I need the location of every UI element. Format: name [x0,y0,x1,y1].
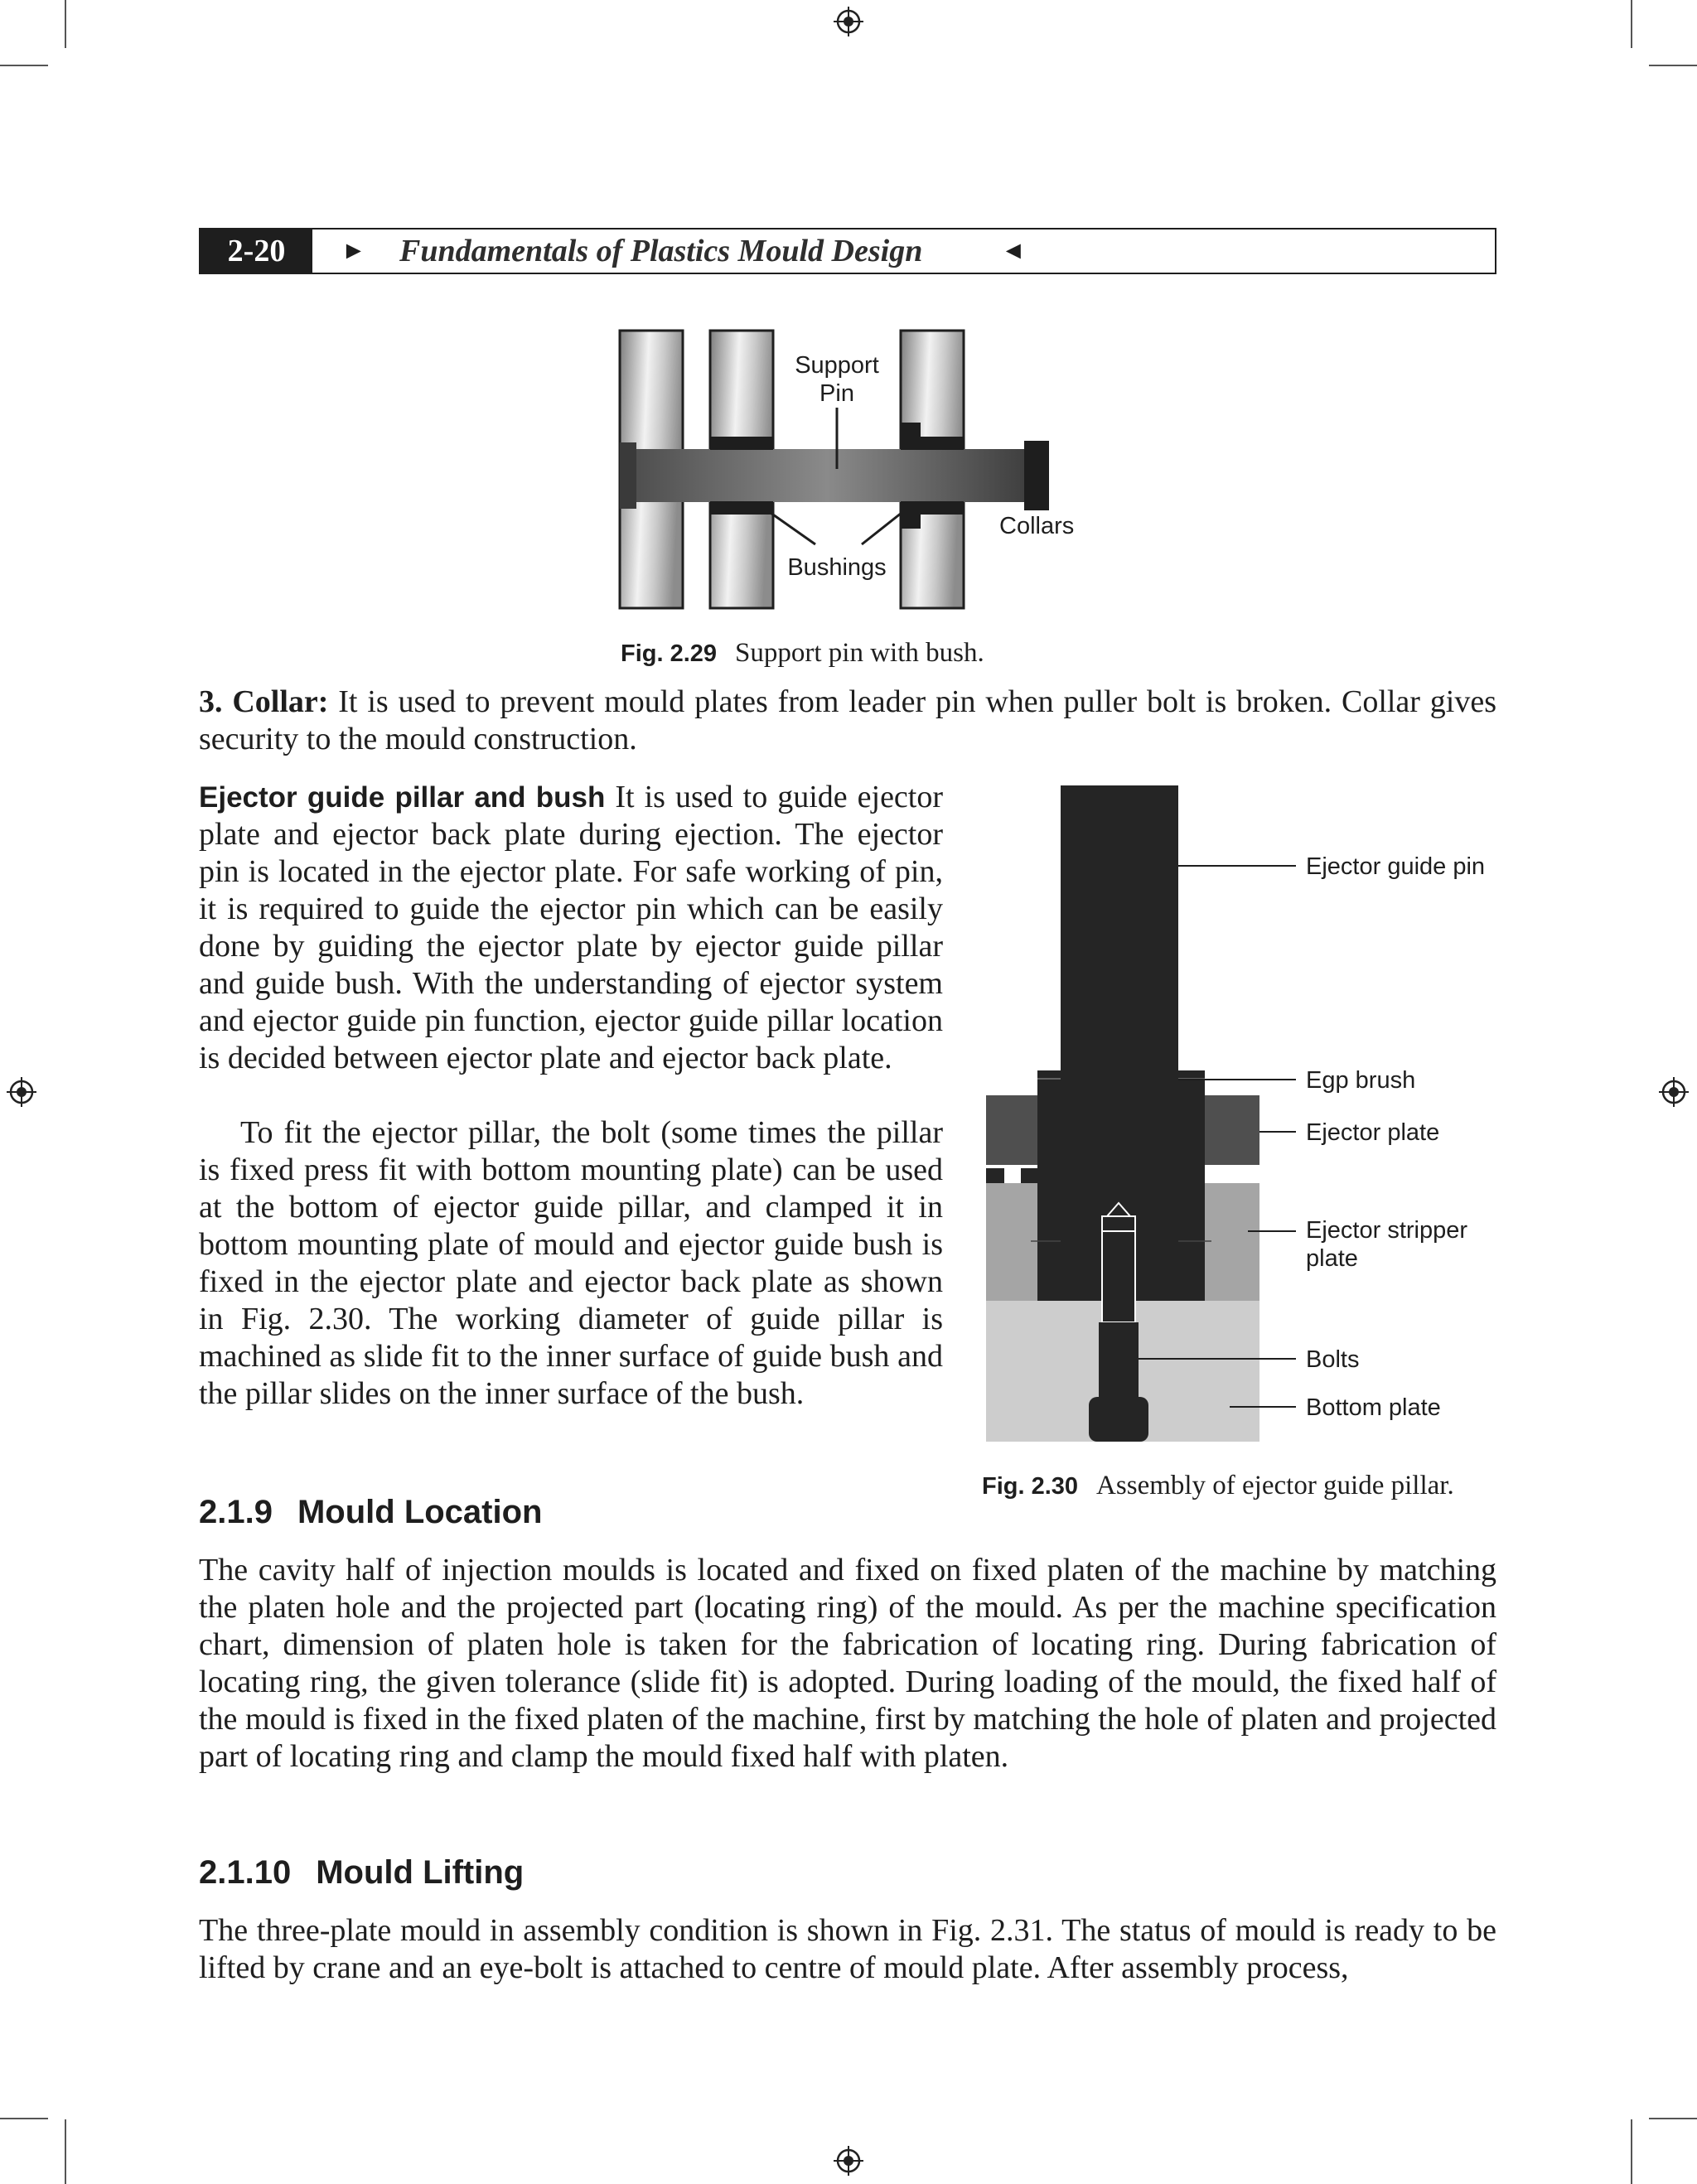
label-ejector-guide-pin: Ejector guide pin [1306,853,1486,880]
crop-mark-icon [1631,0,1632,48]
ejector-plate-left [986,1095,1037,1165]
support-pin-shaft [620,449,1034,502]
crop-mark-icon [65,2119,66,2184]
crop-mark-icon [0,65,48,66]
section-title: Mould Lifting [316,1854,525,1891]
ejector-plate-gap [1021,1168,1037,1183]
figure-2-29-caption [621,638,984,669]
collar [1024,441,1049,510]
collar-lead: 3. Collar: [199,684,329,719]
bushing-flange [901,512,921,529]
mould-location-text: The cavity half of injection moulds is located and fixed on fixed platen of the machine by matching the platen hole and the projected part (locating ring) of the mould. As per the machine specification chart, dimension of platen hole is taken for the fabrication of locating ring. During fabrication of locating ring, the given tolerance (slide fit) is adopted. During loading of the mould, the fixed half of the mould is fixed in the fixed platen of the machine, first by matching the hole of platen and projected part of locating ring and clamp the mould fixed half with platen. [199,1553,1496,1774]
figure-2-30-caption [982,1471,1454,1501]
mould-lifting-text: The three-plate mould in assembly condition is shown in Fig. 2.31. The status of mould is ready to be lifted by crane and an eye-bolt is attached to centre of mould plate. After assembly process, [199,1913,1496,1985]
section-heading-mould-lifting [199,1854,524,1892]
label-pin: Pin [819,380,854,407]
bushing-flange [901,423,921,439]
egp-bush-right [1178,1070,1205,1301]
section-number: 2.1.9 [199,1494,273,1530]
ejector-text-2: To fit the ejector pillar, the bolt (some times the pillar is fixed press fit with bottom mounting plate) can be used at the bottom of ejector guide pillar, and clamped it in bottom mounting plate of mould and ejector guide bush is fixed in the ejector plate and ejector back plate as shown in Fig. 2.30. The working diameter of guide pillar is machined as slide fit to the inner surface of guide bush and the pillar slides on the inner surface of the bush. [199,1115,943,1411]
figure-2-29-support-pin [613,326,1077,616]
label-ejector-stripper: Ejector stripper [1306,1217,1468,1244]
running-header [199,228,1496,274]
figure-number: Fig. 2.30 [982,1473,1079,1500]
ejector-lead: Ejector guide pillar and bush [199,781,606,814]
book-title: Fundamentals of Plastics Mould Design [399,234,923,268]
collar-text: It is used to prevent mould plates from leader pin when puller bolt is broken. Collar gives security to the mould construction. [199,684,1497,756]
label-egp-brush: Egp brush [1306,1067,1416,1094]
figure-number: Fig. 2.29 [621,640,718,667]
ejector-paragraph-1 [199,779,943,1077]
mould-location-paragraph [199,1552,1496,1776]
label-ejector-stripper-plate: plate [1306,1245,1358,1272]
section-heading-mould-location [199,1494,542,1531]
egp-bush-left [1037,1070,1061,1301]
figure-caption-text: Assembly of ejector guide pillar. [1096,1471,1454,1500]
label-bottom-plate: Bottom plate [1306,1394,1441,1421]
ejector-plate-gap [986,1168,1004,1183]
label-bushings: Bushings [787,554,887,581]
crop-mark-icon [1649,2118,1697,2119]
mould-lifting-paragraph [199,1912,1496,1987]
crop-mark-icon [1631,2119,1632,2184]
ejector-plate-right [1205,1095,1259,1165]
label-bolts: Bolts [1306,1346,1360,1373]
ejector-paragraph-2 [199,1114,943,1413]
ejector-text-1: It is used to guide ejector plate and ejector back plate during ejection. The ejector pin is located in the ejector plate. For safe working of pin, it is required to guide the ejector pin which can be easily done by guiding the ejector plate by ejector guide pillar and guide bush. With the understanding of ejector system and ejector guide pin function, ejector guide pillar location is decided between ejector plate and ejector back plate. [199,780,944,1075]
stripper-plate-right [1205,1183,1259,1301]
crop-mark-icon [65,0,66,48]
registration-mark-icon [834,2146,863,2176]
header-left-arrow-icon: ◄ [1001,237,1026,264]
registration-mark-icon [1659,1077,1689,1107]
bushing [710,501,773,515]
figure-caption-text: Support pin with bush. [735,638,984,668]
label-ejector-plate: Ejector plate [1306,1119,1440,1146]
label-collars: Collars [999,513,1075,539]
section-number: 2.1.10 [199,1854,292,1891]
bolt-head [1089,1397,1148,1442]
page-number: 2-20 [201,230,312,273]
registration-mark-icon [834,7,863,36]
crop-mark-icon [1649,65,1697,66]
bushing [710,437,773,450]
bolt-thread [1099,1322,1139,1397]
stripper-plate-left [986,1183,1037,1301]
header-right-arrow-icon: ► [341,237,366,264]
bolt-shank [1102,1231,1135,1322]
bolt-cap [1102,1216,1135,1231]
pin-head [620,442,636,509]
label-support: Support [795,352,879,379]
registration-mark-icon [7,1077,36,1107]
section-title: Mould Location [297,1494,543,1530]
crop-mark-icon [0,2118,48,2119]
figure-2-30-ejector-guide-pillar [981,785,1498,1448]
collar-paragraph [199,684,1496,758]
